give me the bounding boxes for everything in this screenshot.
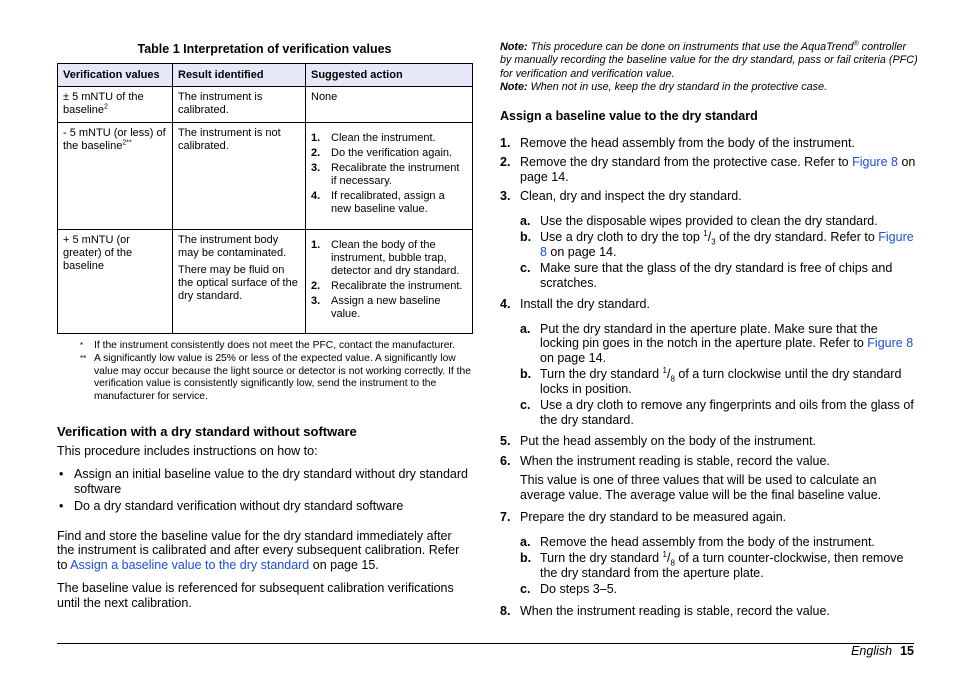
table-cell: The instrument is not calibrated. bbox=[173, 123, 306, 230]
sub-step: c. Do steps 3–5. bbox=[520, 582, 618, 597]
sub-step: c. Use a dry cloth to remove any fingerprints and oils from the glass of the dry standard. bbox=[520, 398, 914, 427]
footer-language: English bbox=[851, 644, 893, 658]
table-row bbox=[58, 230, 473, 334]
table-row bbox=[58, 123, 473, 230]
sub-step: b. Use a dry cloth to dry the top $^1/_3$ of the dry standard. Refer to Figure 8 on page 14. bbox=[520, 228, 914, 259]
left-column bbox=[57, 42, 472, 619]
table-caption: Table 1 Interpretation of verification values bbox=[137, 42, 392, 56]
step: 7. Prepare the dry standard to be measured again. bbox=[500, 510, 787, 525]
table-row bbox=[58, 87, 473, 123]
section-intro: This procedure includes instructions on how to: bbox=[57, 443, 318, 458]
sub-steps bbox=[520, 214, 920, 291]
step: 4. Install the dry standard. bbox=[500, 297, 650, 312]
note: Note: When not in use, keep the dry standard in the protective case. bbox=[500, 81, 828, 94]
figure-8-link[interactable]: Figure 8 bbox=[540, 230, 914, 259]
list-item: 4. If recalibrated, assign a new baseline value. bbox=[311, 190, 445, 215]
list-item: 2. Recalibrate the instrument. bbox=[311, 280, 463, 292]
section-heading: Verification with a dry standard without software bbox=[57, 423, 357, 439]
list-item: 1. Clean the body of the instrument, bubble trap, detector and dry standard. bbox=[311, 239, 460, 277]
list-item: • Assign an initial baseline value to the dry standard without dry standard software bbox=[59, 467, 468, 496]
footnote: * If the instrument consistently does not meet the PFC, contact the manufacturer. bbox=[80, 340, 456, 351]
table-cell: The instrument is calibrated. bbox=[173, 87, 306, 123]
step: 3. Clean, dry and inspect the dry standard. bbox=[500, 189, 742, 204]
body-paragraph: The baseline value is referenced for subsequent calibration verifications until the next calibration. bbox=[57, 581, 454, 610]
sub-step: c. Make sure that the glass of the dry standard is free of chips and scratches. bbox=[520, 261, 893, 290]
procedure-heading: Assign a baseline value to the dry standard bbox=[500, 108, 758, 123]
assign-baseline-link[interactable]: Assign a baseline value to the dry standard bbox=[70, 557, 310, 572]
table-footnotes bbox=[57, 340, 472, 404]
bullet-list bbox=[57, 467, 472, 514]
body-paragraph: Find and store the baseline value for the dry standard immediately after the instrument is calibrated and after every subsequent calibration. Refer to Assign a baseline value to the dry standard on page 15. bbox=[57, 528, 460, 572]
sub-steps bbox=[520, 535, 920, 597]
footer-divider bbox=[57, 643, 914, 644]
table-cell: The instrument body may be contaminated. There may be fluid on the optical surface of the dry standard. bbox=[173, 230, 306, 334]
step: 2. Remove the dry standard from the protective case. Refer to Figure 8 on page 14. bbox=[500, 155, 916, 184]
table-cell bbox=[306, 123, 473, 230]
page-number: 15 bbox=[900, 644, 914, 658]
table-cell: None bbox=[306, 87, 473, 123]
table-header-row bbox=[58, 64, 473, 87]
right-column bbox=[500, 41, 920, 623]
step: 6. When the instrument reading is stable, record the value. bbox=[500, 453, 830, 468]
step: 8. When the instrument reading is stable, record the value. bbox=[500, 603, 830, 618]
table-cell: - 5 mNTU (or less) of the baseline$^{2**}$ bbox=[58, 123, 173, 230]
step: 5. Put the head assembly on the body of the instrument. bbox=[500, 434, 817, 449]
table-header: Result identified bbox=[173, 64, 306, 87]
table-header: Suggested action bbox=[306, 64, 473, 87]
sub-steps bbox=[520, 322, 920, 428]
sub-step: b. Turn the dry standard $^1/_8$ of a turn clockwise until the dry standard locks in position. bbox=[520, 365, 902, 396]
table-cell bbox=[306, 230, 473, 334]
sub-step: a. Put the dry standard in the aperture plate. Make sure that the locking pin goes in the notch in the aperture plate. Refer to Figure 8 on page 14. bbox=[520, 321, 914, 365]
list-item: 1. Clean the instrument. bbox=[311, 132, 436, 144]
sub-step: b. Turn the dry standard $^1/_8$ of a turn counter-clockwise, then remove the dry standard from the aperture plate. bbox=[520, 549, 904, 580]
footnote: ** A significantly low value is 25% or less of the expected value. A significantly low value may occur because the light source or detector is not working correctly. If the verification value is consistently significantly low, send the instrument to the manufacturer for service. bbox=[80, 352, 471, 403]
list-item: • Do a dry standard verification without dry standard software bbox=[59, 499, 404, 514]
list-item: 3. Recalibrate the instrument if necessary. bbox=[311, 162, 460, 187]
verification-table bbox=[57, 63, 473, 334]
step: 1. Remove the head assembly from the body of the instrument. bbox=[500, 135, 855, 150]
figure-8-link[interactable]: Figure 8 bbox=[867, 336, 914, 351]
step-paragraph: This value is one of three values that will be used to calculate an average value. The average value will be the final baseline value. bbox=[520, 473, 882, 502]
table-cell: ± 5 mNTU of the baseline$^2$ bbox=[58, 87, 173, 123]
list-item: 3. Assign a new baseline value. bbox=[311, 295, 441, 320]
note: Note: This procedure can be done on instruments that use the AquaTrend® controller by manually recording the baseline value for the dry standard, pass or fail criteria (PFC) for verification and verification value. bbox=[500, 40, 918, 80]
figure-8-link[interactable]: Figure 8 bbox=[852, 155, 898, 170]
page-footer bbox=[851, 644, 914, 658]
sub-step: a. Remove the head assembly from the body of the instrument. bbox=[520, 534, 875, 549]
table-header: Verification values bbox=[58, 64, 173, 87]
list-item: 2. Do the verification again. bbox=[311, 147, 453, 159]
table-cell: + 5 mNTU (or greater) of the baseline bbox=[58, 230, 173, 334]
sub-step: a. Use the disposable wipes provided to clean the dry standard. bbox=[520, 213, 878, 228]
procedure-steps bbox=[500, 136, 920, 619]
